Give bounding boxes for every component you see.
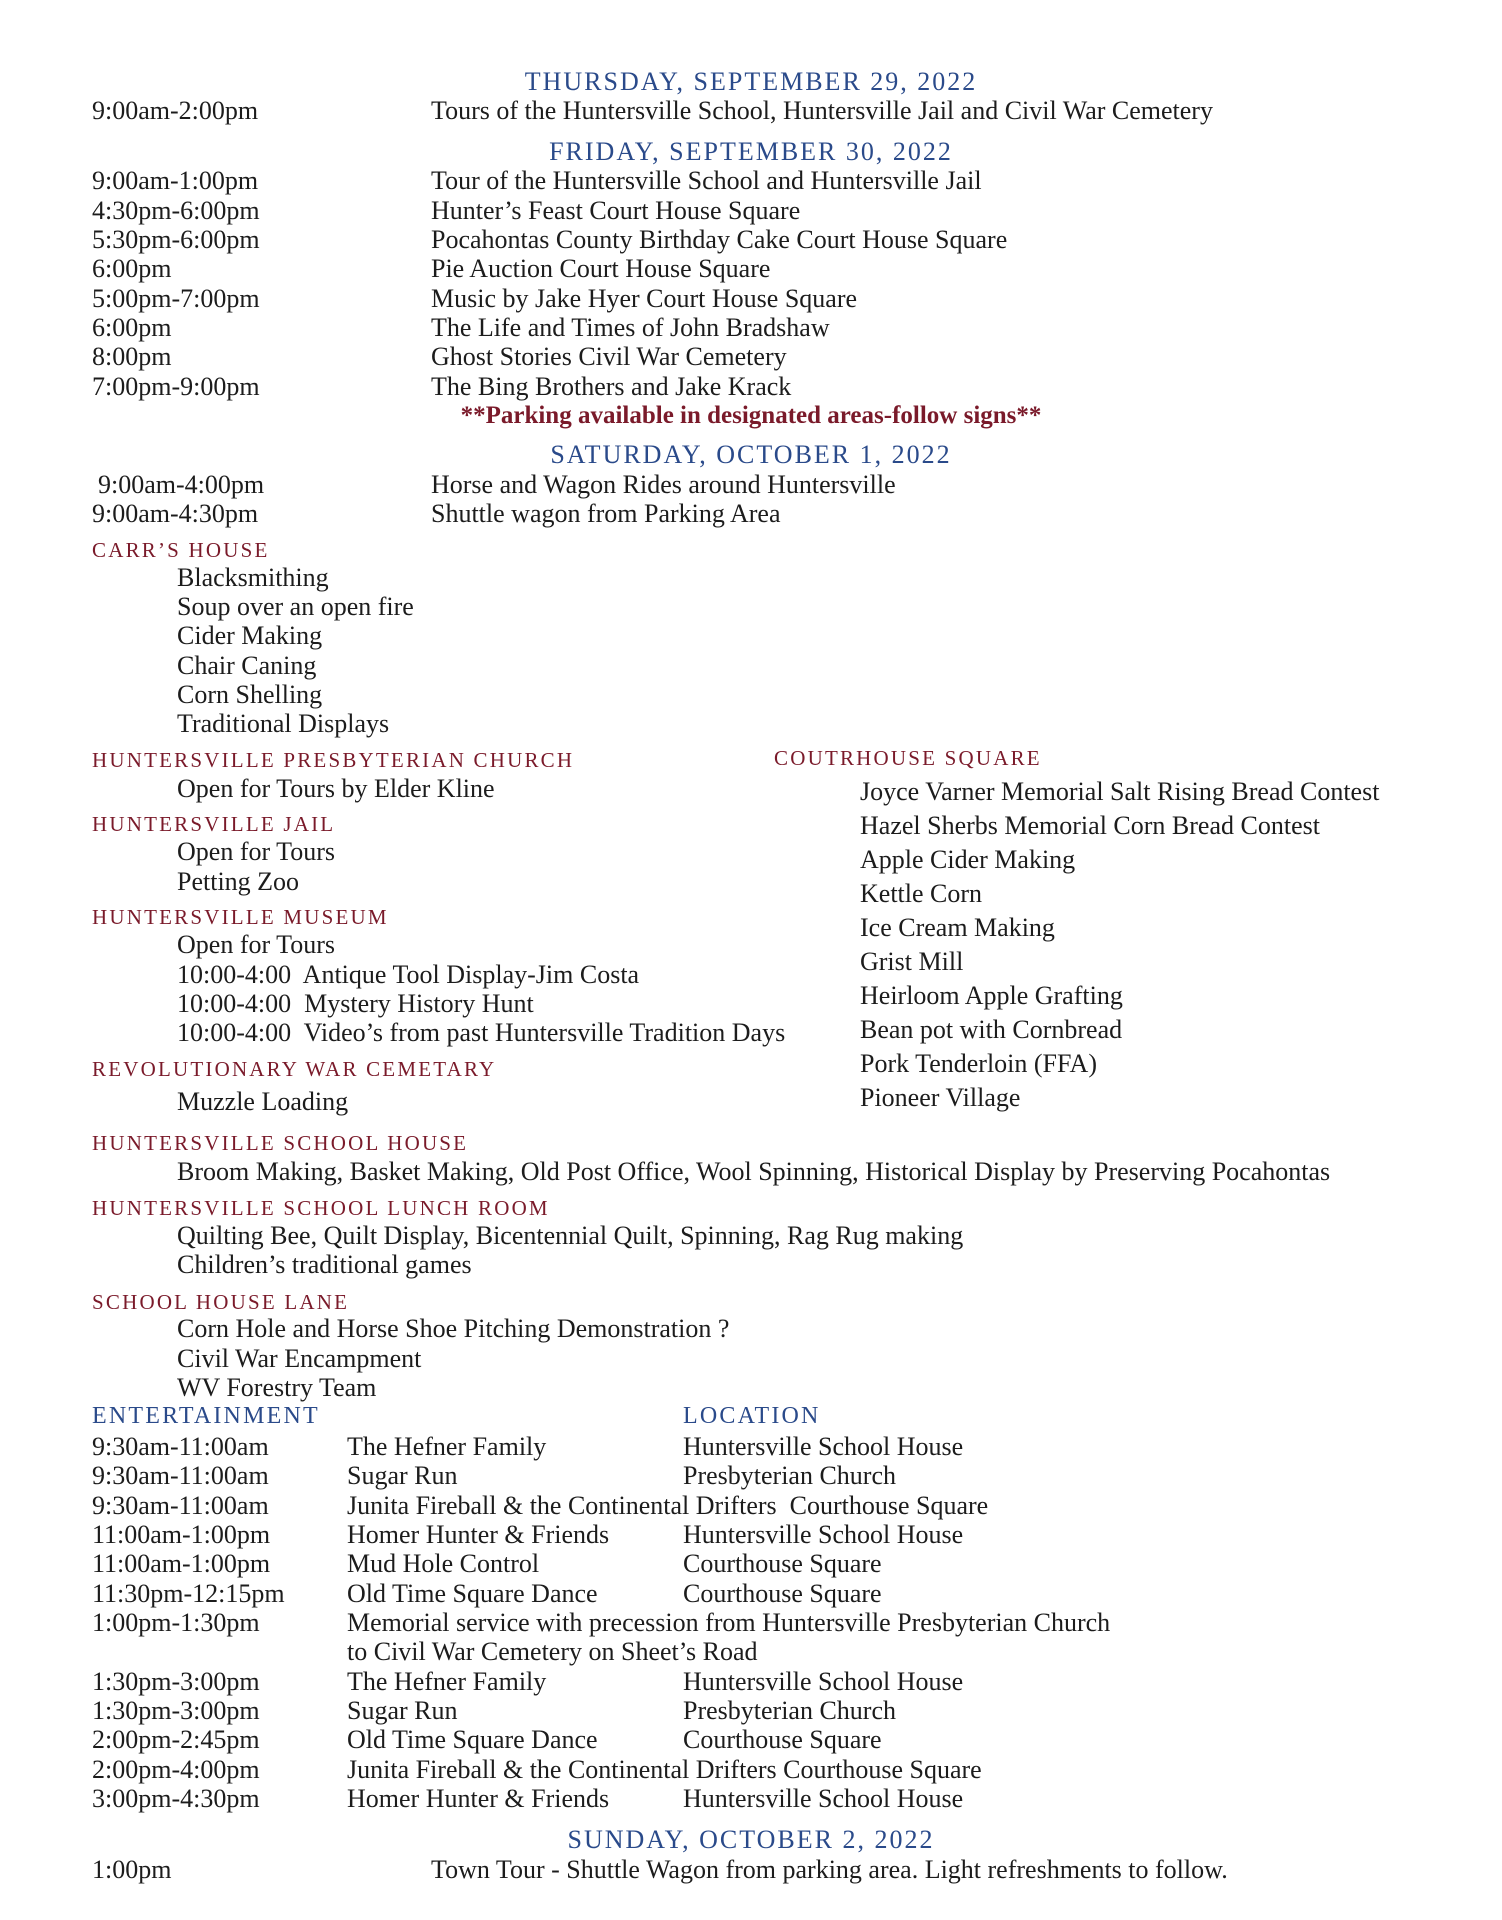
row-location: Huntersville School House: [683, 1520, 964, 1549]
row-act: Sugar Run: [347, 1461, 458, 1490]
list-item: Grist Mill: [860, 947, 964, 976]
row-time: 6:00pm: [92, 254, 172, 283]
friday-heading: FRIDAY, SEPTEMBER 30, 2022: [549, 137, 953, 166]
row-time: 5:30pm-6:00pm: [92, 225, 260, 254]
jail-title: HUNTERSVILLE JAIL: [92, 812, 336, 836]
row-time: 5:00pm-7:00pm: [92, 284, 260, 313]
row-event: Shuttle wagon from Parking Area: [431, 499, 781, 528]
list-item: WV Forestry Team: [177, 1373, 377, 1402]
row-location: Courthouse Square: [683, 1549, 882, 1578]
list-item: Civil War Encampment: [177, 1344, 422, 1373]
row-time: 1:00pm: [92, 1855, 172, 1884]
row-act: Homer Hunter & Friends: [347, 1520, 610, 1549]
row-location: Presbyterian Church: [683, 1696, 897, 1725]
list-item: Quilting Bee, Quilt Display, Bicentennial Quilt, Spinning, Rag Rug making: [177, 1221, 964, 1250]
row-event: Town Tour - Shuttle Wagon from parking area. Light refreshments to follow.: [431, 1855, 1228, 1884]
row-time: 8:00pm: [92, 342, 172, 371]
row-event: Music by Jake Hyer Court House Square: [431, 284, 858, 313]
list-item: Pork Tenderloin (FFA): [860, 1049, 1097, 1078]
row-act: Junita Fireball & the Continental Drifters Courthouse Square: [347, 1755, 982, 1784]
row-act: Mud Hole Control: [347, 1549, 540, 1578]
church-title: HUNTERSVILLE PRESBYTERIAN CHURCH: [92, 748, 575, 772]
courthouse-title: COUTRHOUSE SQUARE: [774, 746, 1042, 770]
row-act: The Hefner Family: [347, 1432, 547, 1461]
row-event: The Life and Times of John Bradshaw: [431, 313, 830, 342]
row-time: 9:30am-11:00am: [92, 1491, 269, 1520]
list-item: Broom Making, Basket Making, Old Post Office, Wool Spinning, Historical Display by Preserving Pocahontas: [177, 1157, 1331, 1186]
row-event: Ghost Stories Civil War Cemetery: [431, 342, 787, 371]
list-item: Corn Hole and Horse Shoe Pitching Demonstration ?: [177, 1314, 730, 1343]
row-event: The Bing Brothers and Jake Krack: [431, 372, 792, 401]
museum-title: HUNTERSVILLE MUSEUM: [92, 905, 389, 929]
row-time: 1:30pm-3:00pm: [92, 1696, 260, 1725]
list-item: Chair Caning: [177, 651, 317, 680]
row-location: Huntersville School House: [683, 1784, 964, 1813]
row-event: Pocahontas County Birthday Cake Court House Square: [431, 225, 1008, 254]
row-time: 2:00pm-2:45pm: [92, 1725, 260, 1754]
list-item: Joyce Varner Memorial Salt Rising Bread Contest: [860, 777, 1380, 806]
row-act: Old Time Square Dance: [347, 1579, 598, 1608]
list-item: Hazel Sherbs Memorial Corn Bread Contest: [860, 811, 1320, 840]
sunday-heading: SUNDAY, OCTOBER 2, 2022: [567, 1825, 935, 1854]
school-lane-title: SCHOOL HOUSE LANE: [92, 1290, 350, 1314]
list-item: Kettle Corn: [860, 879, 983, 908]
row-time: 6:00pm: [92, 313, 172, 342]
row-event: Tour of the Huntersville School and Huntersville Jail: [431, 166, 982, 195]
list-item: Ice Cream Making: [860, 913, 1055, 942]
row-act: The Hefner Family: [347, 1667, 547, 1696]
row-time: 9:00am-2:00pm: [92, 96, 259, 125]
row-event: Horse and Wagon Rides around Huntersville: [431, 470, 896, 499]
lunch-room-title: HUNTERSVILLE SCHOOL LUNCH ROOM: [92, 1196, 550, 1220]
entertainment-title: ENTERTAINMENT: [92, 1403, 320, 1429]
list-item: Open for Tours: [177, 930, 336, 959]
row-act: Homer Hunter & Friends: [347, 1784, 610, 1813]
row-act: Old Time Square Dance: [347, 1725, 598, 1754]
carrs-house-title: CARR’S HOUSE: [92, 538, 270, 562]
list-item: 10:00-4:00 Antique Tool Display-Jim Costa: [177, 960, 640, 989]
row-location: Presbyterian Church: [683, 1461, 897, 1490]
list-item: 10:00-4:00 Mystery History Hunt: [177, 989, 534, 1018]
list-item: Open for Tours: [177, 837, 336, 866]
row-location: Courthouse Square: [683, 1579, 882, 1608]
row-time: 9:00am-4:00pm: [98, 470, 265, 499]
row-time: 3:00pm-4:30pm: [92, 1784, 260, 1813]
row-location: Huntersville School House: [683, 1667, 964, 1696]
row-time: 9:30am-11:00am: [92, 1432, 269, 1461]
row-act: Memorial service with precession from Huntersville Presbyterian Church: [347, 1608, 1111, 1637]
row-event: Pie Auction Court House Square: [431, 254, 771, 283]
list-item: Muzzle Loading: [177, 1087, 349, 1116]
list-item: Cider Making: [177, 621, 323, 650]
list-item: Petting Zoo: [177, 867, 300, 896]
row-time: 1:00pm-1:30pm: [92, 1608, 260, 1637]
list-item: Bean pot with Cornbread: [860, 1015, 1123, 1044]
row-event: Tours of the Huntersville School, Huntersville Jail and Civil War Cemetery: [431, 96, 1213, 125]
row-act: Sugar Run: [347, 1696, 458, 1725]
row-act: Junita Fireball & the Continental Drifters Courthouse Square: [347, 1491, 989, 1520]
list-item: Soup over an open fire: [177, 592, 414, 621]
list-item: Blacksmithing: [177, 563, 329, 592]
row-location: Huntersville School House: [683, 1432, 964, 1461]
thursday-heading: THURSDAY, SEPTEMBER 29, 2022: [524, 67, 978, 96]
list-item: Traditional Displays: [177, 709, 390, 738]
row-event: Hunter’s Feast Court House Square: [431, 196, 801, 225]
saturday-heading: SATURDAY, OCTOBER 1, 2022: [550, 440, 952, 469]
row-time: 9:00am-4:30pm: [92, 499, 259, 528]
school-house-title: HUNTERSVILLE SCHOOL HOUSE: [92, 1131, 469, 1155]
list-item: Children’s traditional games: [177, 1250, 472, 1279]
list-item: 10:00-4:00 Video’s from past Huntersville Tradition Days: [177, 1018, 786, 1047]
row-time: 2:00pm-4:00pm: [92, 1755, 260, 1784]
row-act: to Civil War Cemetery on Sheet’s Road: [347, 1637, 758, 1666]
row-time: 11:00am-1:00pm: [92, 1549, 271, 1578]
row-time: 4:30pm-6:00pm: [92, 196, 260, 225]
row-time: 7:00pm-9:00pm: [92, 372, 260, 401]
row-location: Courthouse Square: [683, 1725, 882, 1754]
list-item: Pioneer Village: [860, 1083, 1021, 1112]
row-time: 9:00am-1:00pm: [92, 166, 259, 195]
location-title: LOCATION: [683, 1403, 821, 1429]
row-time: 9:30am-11:00am: [92, 1461, 269, 1490]
list-item: Heirloom Apple Grafting: [860, 981, 1123, 1010]
row-time: 11:30pm-12:15pm: [92, 1579, 285, 1608]
list-item: Corn Shelling: [177, 680, 323, 709]
parking-note: **Parking available in designated areas-follow signs**: [460, 402, 1042, 429]
cemetery-title: REVOLUTIONARY WAR CEMETARY: [92, 1057, 497, 1081]
list-item: Apple Cider Making: [860, 845, 1076, 874]
row-time: 1:30pm-3:00pm: [92, 1667, 260, 1696]
list-item: Open for Tours by Elder Kline: [177, 774, 495, 803]
row-time: 11:00am-1:00pm: [92, 1520, 271, 1549]
